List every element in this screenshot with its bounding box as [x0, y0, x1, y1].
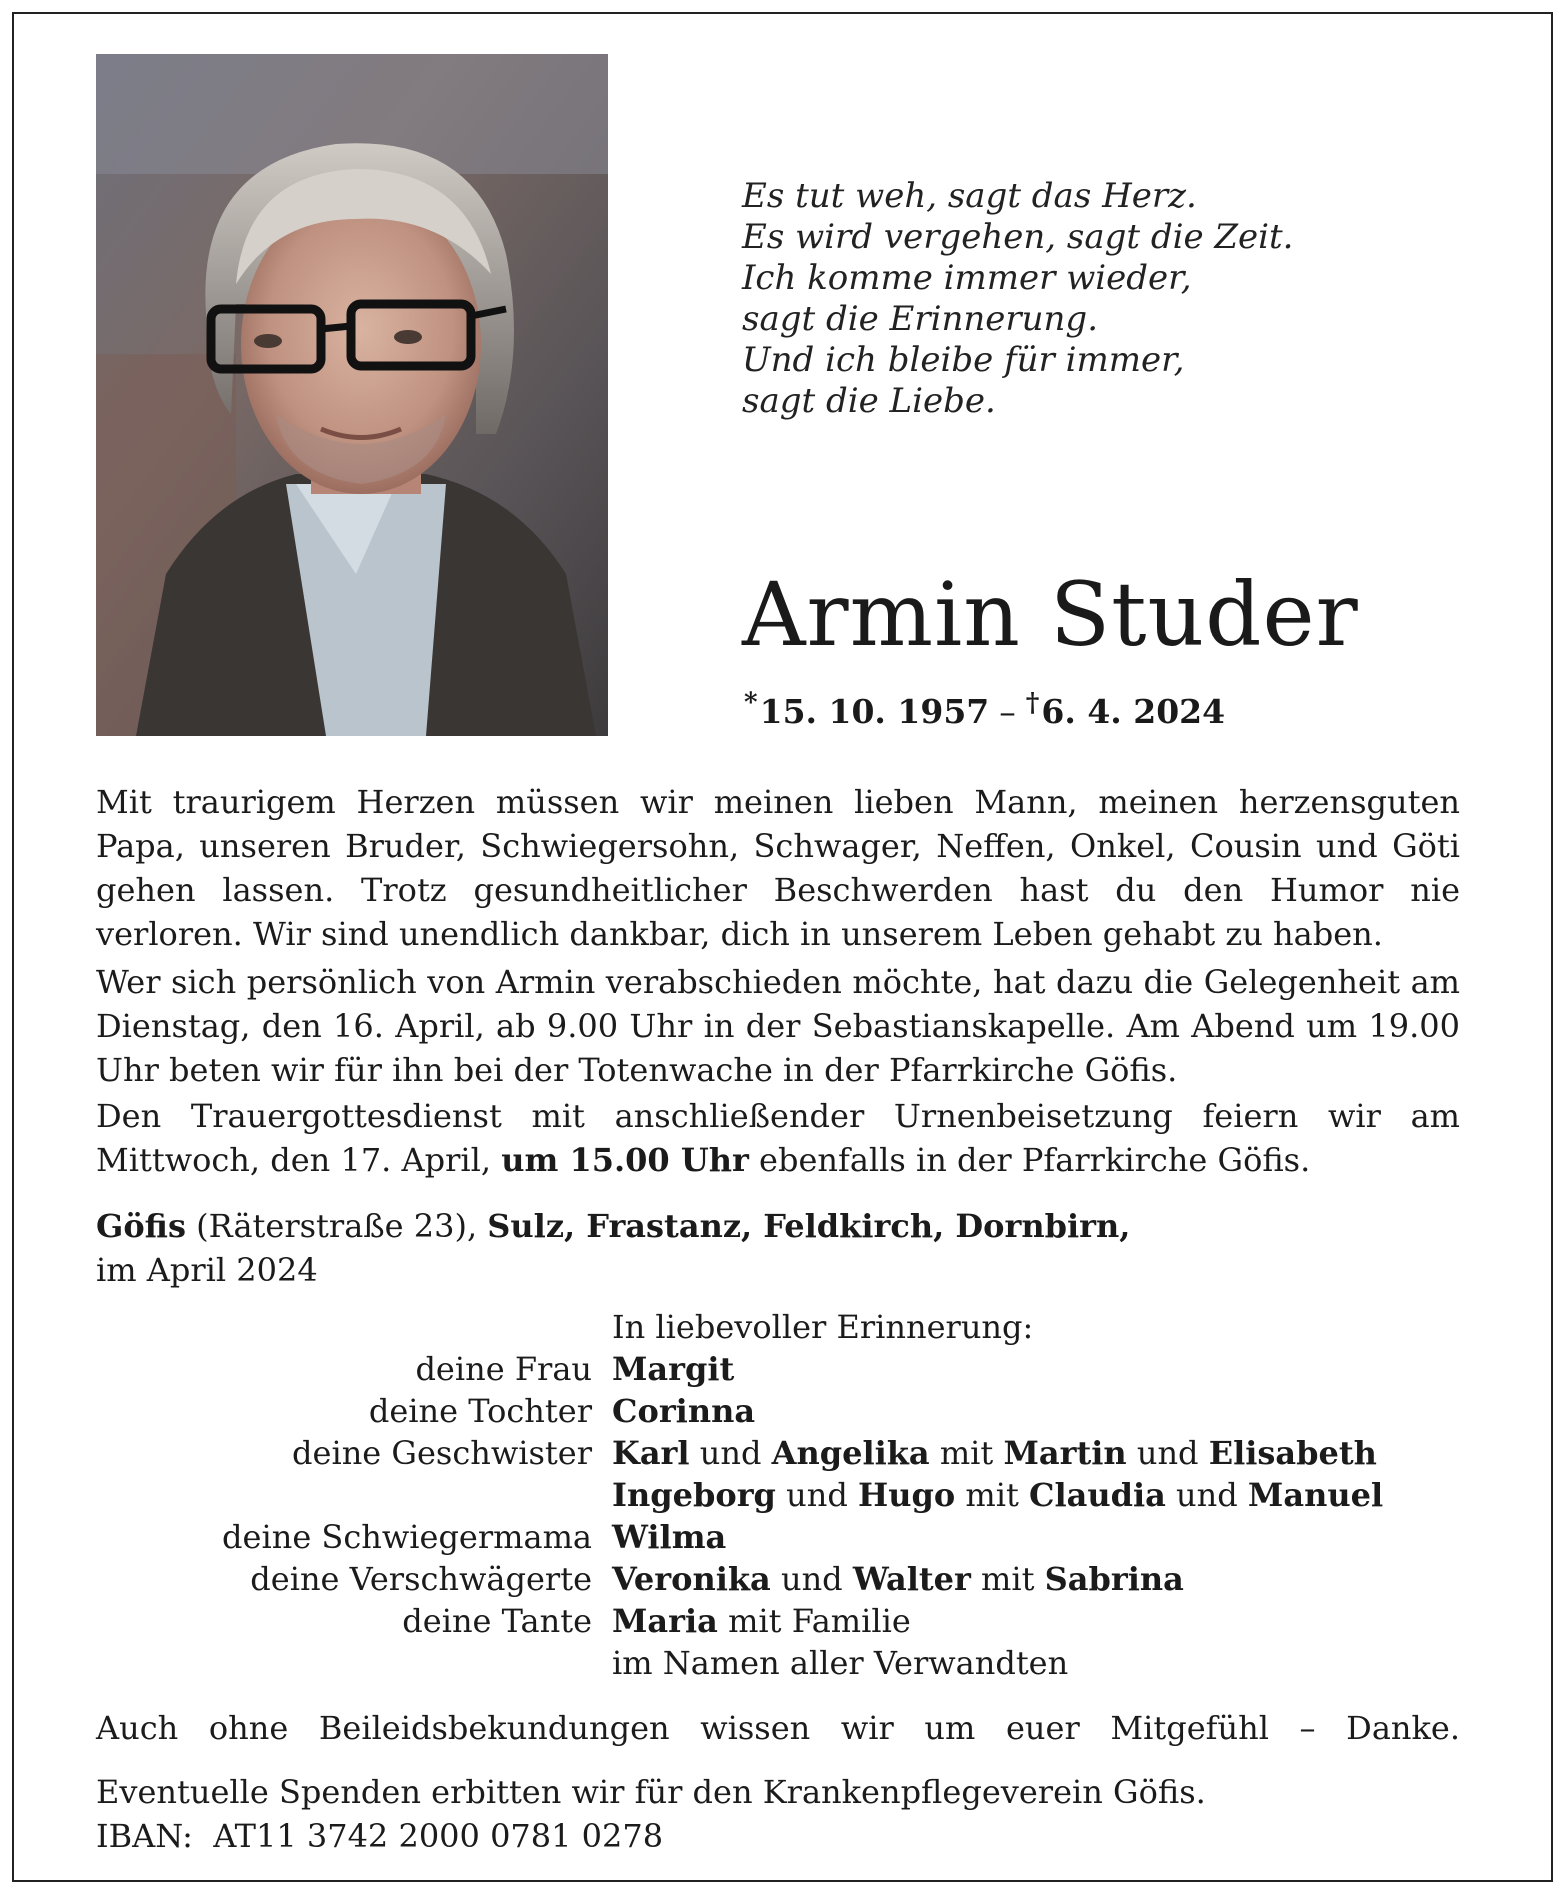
mourner-name: Wilma	[612, 1518, 727, 1556]
relation-label: deine Frau	[415, 1350, 592, 1388]
mourner-names	[612, 1600, 1496, 1642]
relation-label: deine Tochter	[368, 1392, 592, 1430]
death-symbol: †	[1025, 688, 1040, 718]
mourner-row	[96, 1432, 1496, 1474]
relation-label	[96, 1474, 612, 1516]
poem-line: Es tut weh, sagt das Herz.	[742, 176, 1197, 216]
thanks-line: Auch ohne Beileidsbekundungen wissen wir um euer Mitgefühl – Danke.	[96, 1709, 1460, 1747]
date-separator: –	[999, 692, 1016, 731]
life-dates	[744, 688, 1225, 731]
mourner-names	[612, 1390, 1496, 1432]
iban-label: IBAN:	[96, 1817, 193, 1855]
poem-line: sagt die Erinnerung.	[742, 299, 1099, 339]
donation-info	[96, 1770, 1460, 1858]
mourner-name: Martin	[1003, 1434, 1127, 1472]
mourner-name: Walter	[852, 1560, 971, 1598]
mourner-names	[612, 1642, 1496, 1684]
connector-text: mit Familie	[717, 1602, 911, 1640]
connector-text: im Namen aller Verwandten	[612, 1644, 1069, 1682]
connector-text: und	[1165, 1476, 1248, 1514]
mourner-names	[612, 1348, 1496, 1390]
mourner-name: Veronika	[612, 1560, 771, 1598]
birth-date: 15. 10. 1957	[759, 692, 990, 731]
paragraph-viewing: Wer sich persönlich von Armin verabschieden möchte, hat dazu die Gelegenheit am Dienstag, den 16. April, ab 9.00 Uhr in der Sebastianskapelle. Am Abend um 19.00 Uhr beten wir für ihn bei der Totenwache in der Pfarrkirche Göfis.	[96, 963, 1460, 1089]
connector-text: und	[689, 1434, 772, 1472]
mourners-heading: In liebevoller Erinnerung:	[612, 1308, 1034, 1346]
mourner-name: Elisabeth	[1208, 1434, 1377, 1472]
mourner-name: Ingeborg	[612, 1476, 776, 1514]
birth-symbol: *	[744, 688, 758, 718]
mourner-row	[96, 1516, 1496, 1558]
relation-label	[96, 1642, 612, 1684]
mourner-name: Angelika	[771, 1434, 930, 1472]
mourners-heading-row	[96, 1306, 1496, 1348]
other-towns: Sulz, Frastanz, Feldkirch, Dornbirn,	[487, 1207, 1131, 1245]
address: (Räterstraße 23),	[185, 1207, 488, 1245]
deceased-name: Armin Studer	[742, 563, 1359, 666]
poem-line: Ich komme immer wieder,	[742, 258, 1192, 298]
mourner-row	[96, 1390, 1496, 1432]
relation-label: deine Tante	[402, 1602, 592, 1640]
mourner-row	[96, 1600, 1496, 1642]
mourner-name: Karl	[612, 1434, 690, 1472]
mourner-row	[96, 1642, 1496, 1684]
poem-line: Es wird vergehen, sagt die Zeit.	[742, 217, 1294, 257]
mourner-name: Margit	[612, 1350, 735, 1388]
paragraph-funeral	[96, 1094, 1460, 1182]
mourner-row	[96, 1474, 1496, 1516]
mourner-names	[612, 1474, 1496, 1516]
mourner-row	[96, 1558, 1496, 1600]
mourner-row	[96, 1348, 1496, 1390]
paragraph-farewell: Mit traurigem Herzen müssen wir meinen lieben Mann, meinen herzensguten Papa, unseren Bruder, Schwiegersohn, Schwager, Neffen, Onkel, Cousin und Göti gehen lassen. Trotz gesundheitlicher Beschwerden hast du den Humor nie verloren. Wir sind unendlich dankbar, dich in unserem Leben gehabt zu haben.	[96, 783, 1460, 953]
portrait-photo	[96, 54, 608, 736]
mourner-name: Corinna	[612, 1392, 756, 1430]
relation-label: deine Verschwägerte	[250, 1560, 592, 1598]
month-year: im April 2024	[96, 1251, 318, 1289]
poem-line: Und ich bleibe für immer,	[742, 340, 1185, 380]
portrait-image	[96, 54, 608, 736]
connector-text: und	[775, 1476, 858, 1514]
poem	[742, 176, 1442, 422]
mourner-names	[612, 1432, 1496, 1474]
relation-label: deine Schwiegermama	[222, 1518, 592, 1556]
mourner-name: Hugo	[857, 1476, 956, 1514]
funeral-text: Den Trauergottesdienst mit anschließender Urnenbeisetzung feiern wir am Mittwoch, den 17. April,	[96, 1097, 1460, 1179]
mourner-name: Sabrina	[1044, 1560, 1184, 1598]
connector-text: mit	[929, 1434, 1004, 1472]
relation-label: deine Geschwister	[292, 1434, 592, 1472]
mourner-names	[612, 1558, 1496, 1600]
death-date: 6. 4. 2024	[1041, 692, 1226, 731]
mourner-name: Claudia	[1028, 1476, 1166, 1514]
donation-text: Eventuelle Spenden erbitten wir für den Krankenpflegeverein Göfis.	[96, 1773, 1206, 1811]
poem-line: sagt die Liebe.	[742, 381, 996, 421]
town: Göfis	[96, 1207, 186, 1245]
mourner-names	[612, 1516, 1496, 1558]
place-and-date	[96, 1204, 1130, 1292]
mourners-list	[96, 1306, 1496, 1684]
connector-text: und	[770, 1560, 853, 1598]
funeral-time: um 15.00 Uhr	[501, 1141, 749, 1179]
mourner-name: Maria	[612, 1602, 718, 1640]
iban-number: AT11 3742 2000 0781 0278	[213, 1817, 664, 1855]
funeral-location: ebenfalls in der Pfarrkirche Göfis.	[748, 1141, 1311, 1179]
connector-text: mit	[970, 1560, 1045, 1598]
connector-text: und	[1126, 1434, 1209, 1472]
connector-text: mit	[955, 1476, 1029, 1514]
mourner-name: Manuel	[1247, 1476, 1384, 1514]
